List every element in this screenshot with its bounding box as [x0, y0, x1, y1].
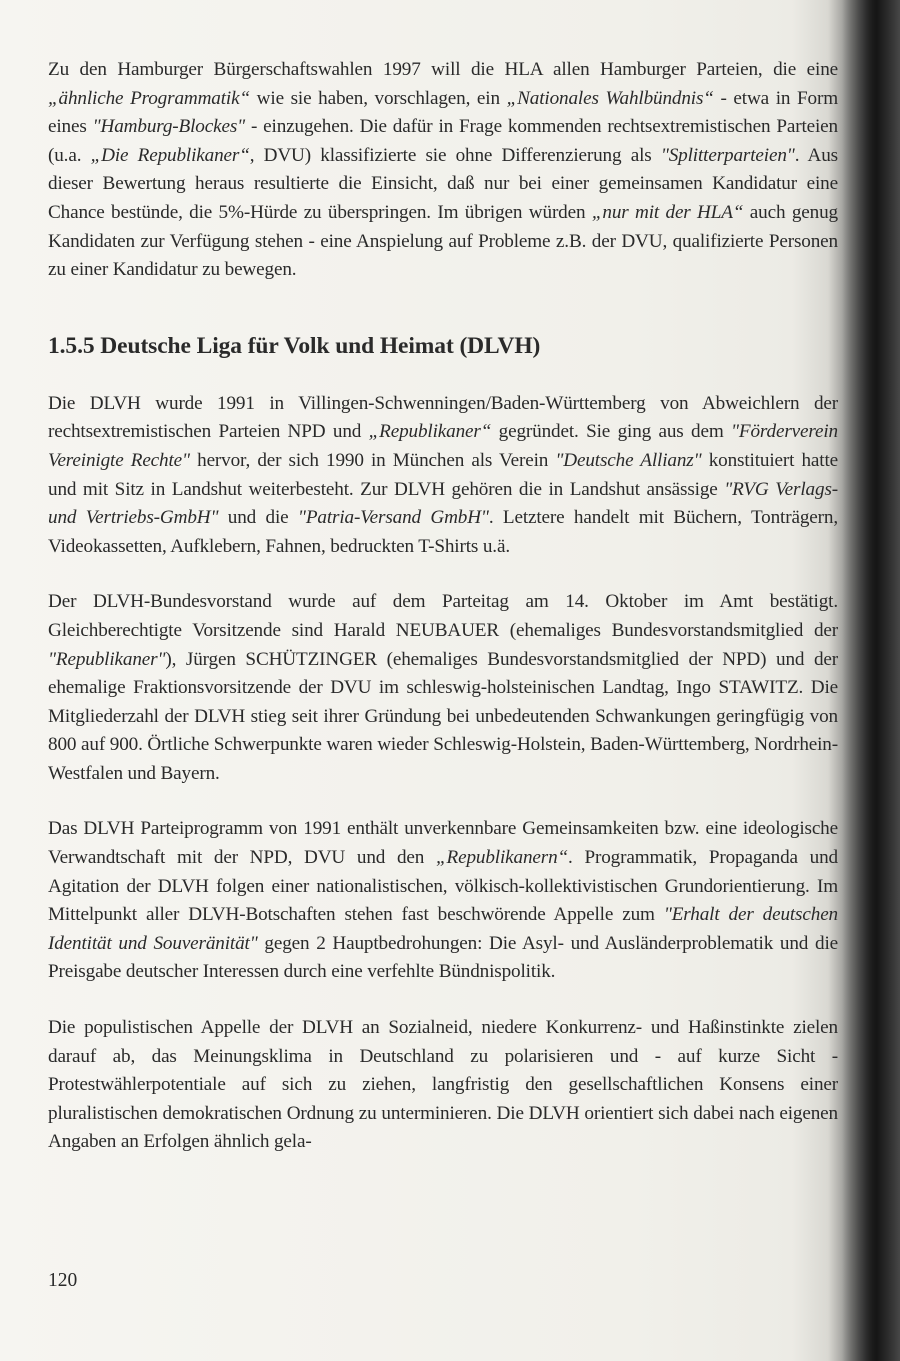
italic-phrase: „Republikaner“ [368, 421, 492, 443]
paragraph-dlvh-program: Das DLVH Parteiprogramm von 1991 enthält unverkennbare Gemeinsamkeiten bzw. eine ideologische Verwandtschaft mit der NPD, DVU und den „Republikanern“. Programmatik, Propaganda und Agitation der DLVH folgen einer nationalistischen, völkisch-kollektivistischen Grundorientierung. Im Mittelpunkt aller DLVH-Botschaften stehen fast beschwörende Appelle zum "Erhalt der deutschen Identität und Souveränität" gegen 2 Hauptbedrohungen: Die Asyl- und Ausländerproblematik und die Preisgabe deutscher Interessen durch eine verfehlte Bündnispolitik. [48, 818, 838, 983]
page-content [48, 56, 838, 1157]
italic-phrase: „ähnliche Programmatik“ [48, 87, 250, 109]
paragraph-dlvh-appeals: Die populistischen Appelle der DLVH an Sozialneid, niedere Konkurrenz- und Haßinstinkte zielen darauf ab, das Meinungsklima in Deutschland zu polarisieren und - auf kurze Sicht - Protestwählerpotentiale auf sich zu ziehen, langfristig den gesellschaftlichen Konsens einer pluralistischen demokratischen Ordnung zu unterminieren. Die DLVH orientiert sich dabei nach eigenen Angaben an Erfolgen ähnlich gela- [48, 1017, 838, 1153]
paragraph-hla: Zu den Hamburger Bürgerschaftswahlen 1997 will die HLA allen Hamburger Parteien, die eine „ähnliche Programmatik“ wie sie haben, vorschlagen, ein „Nationales Wahlbündnis“ - etwa in Form eines "Hamburg-Blockes" - einzugehen. Die dafür in Frage kommenden rechtsextremistischen Parteien (u.a. „Die Republikaner“, DVU) klassifizierte sie ohne Differenzierung als "Splitterparteien". Aus dieser Bewertung heraus resultierte die Einsicht, daß nur bei einer gemeinsamen Kandidatur eine Chance bestünde, die 5%-Hürde zu überspringen. Im übrigen würden „nur mit der HLA“ auch genug Kandidaten zur Verfügung stehen - eine Anspielung auf Probleme z.B. der DVU, qualifizierte Personen zu einer Kandidatur zu bewegen. [48, 59, 839, 281]
page-number: 120 [48, 1270, 78, 1291]
italic-phrase: "Erhalt der deutschen Identität und Souveränität" [48, 904, 838, 954]
section-heading: 1.5.5 Deutsche Liga für Volk und Heimat (DLVH) [48, 332, 541, 359]
italic-phrase: „Die Republikaner“ [90, 144, 250, 166]
italic-phrase: „Nationales Wahlbündnis“ [506, 87, 714, 109]
italic-phrase: "Splitterparteien" [660, 144, 795, 166]
italic-phrase: "Förderverein Vereinigte Rechte" [48, 421, 838, 471]
paragraph-dlvh-board: Der DLVH-Bundesvorstand wurde auf dem Parteitag am 14. Oktober im Amt bestätigt. Gleichberechtigte Vorsitzende sind Harald NEUBAUER (ehemaliges Bundesvorstandsmitglied der "Republikaner"), Jürgen SCHÜTZINGER (ehemaliges Bundesvorstandsmitglied der NPD) und der ehemalige Fraktionsvorsitzende der DVU im schleswig-holsteinischen Landtag, Ingo STAWITZ. Die Mitgliederzahl der DLVH stieg seit ihrer Gründung bei unbedeutenden Schwankungen geringfügig von 800 auf 900. Örtliche Schwerpunkte waren wieder Schleswig-Holstein, Baden-Württemberg, Nordrhein-Westfalen und Bayern. [48, 591, 838, 784]
italic-phrase: „Republikanern“ [435, 847, 569, 869]
italic-phrase: "Patria-Versand GmbH" [297, 507, 489, 529]
italic-phrase: "Deutsche Allianz" [555, 449, 702, 471]
book-gutter-shadow [842, 0, 900, 1361]
italic-phrase: "RVG Verlags- und Vertriebs-GmbH" [48, 478, 838, 529]
paragraph-dlvh-founding: Die DLVH wurde 1991 in Villingen-Schwenningen/Baden-Württemberg von Abweichlern der rechtsextremistischen Parteien NPD und „Republikaner“ gegründet. Sie ging aus dem "Förderverein Vereinigte Rechte" hervor, der sich 1990 in München als Verein "Deutsche Allianz" konstituiert hatte und mit Sitz in Landshut weiterbesteht. Zur DLVH gehören die in Landshut ansässige "RVG Verlags- und Vertriebs-GmbH" und die "Patria-Versand GmbH". Letztere handelt mit Büchern, Tonträgern, Videokassetten, Aufklebern, Fahnen, bedruckten T-Shirts u.ä. [48, 392, 839, 557]
italic-phrase: "Republikaner" [48, 648, 166, 670]
italic-phrase: "Hamburg-Blockes" [92, 116, 246, 138]
italic-phrase: „nur mit der HLA“ [591, 201, 744, 223]
